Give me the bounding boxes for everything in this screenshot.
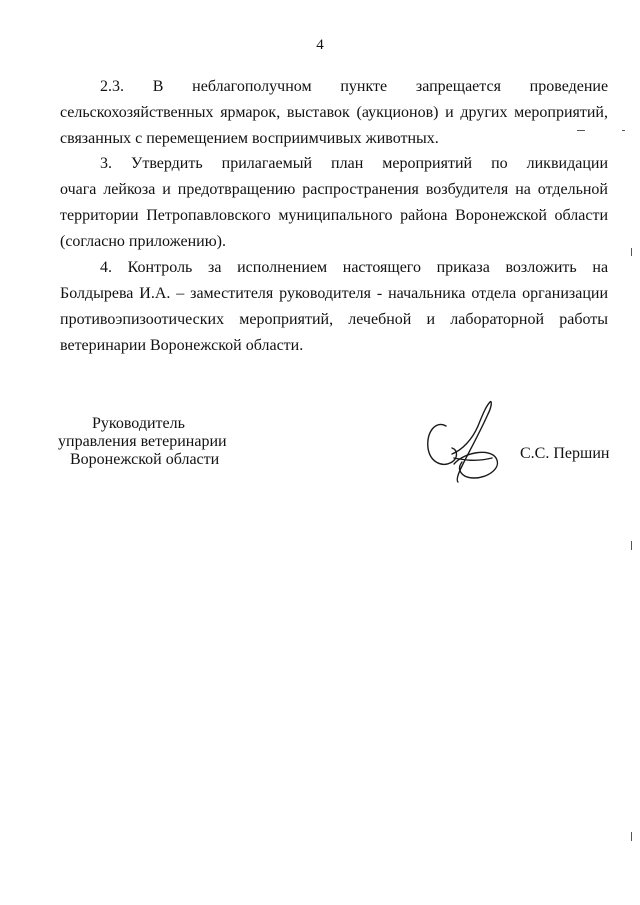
paragraph-4-line-2: Болдырева И.А. – заместителя руководителя - начальника отдела организации [60, 285, 608, 302]
scan-artifact [631, 541, 632, 550]
p4-word: настоящего [342, 259, 421, 276]
scan-artifact [577, 130, 585, 131]
p23-word: 2.3. [100, 78, 124, 95]
paragraph-2-3-line-2: сельскохозяйственных ярмарок, выставок (аукционов) и других мероприятий, [60, 104, 608, 121]
p23-word: запрещается [415, 78, 501, 95]
p4-word: Контроль [127, 259, 193, 276]
page-number: 4 [316, 37, 324, 53]
p4-word: за [208, 259, 222, 276]
paragraph-2-3-line-3: связанных с перемещением восприимчивых животных. [60, 130, 439, 147]
paragraph-4-line-3: противоэпизоотических мероприятий, лечебной и лабораторной работы [60, 311, 608, 328]
p23-word: неблагополучном [192, 78, 312, 95]
paragraph-3-line-3: территории Петропавловского муниципального района Воронежской области [60, 207, 608, 224]
paragraph-4-line-1 [100, 258, 608, 278]
signatory-title-line-1: Руководитель [92, 415, 185, 432]
paragraph-2-3-line-1 [100, 77, 608, 97]
paragraph-3-line-2: очага лейкоза и предотвращению распространения возбудителя на отдельной [60, 181, 608, 198]
p4-word: 4. [100, 259, 112, 276]
signatory-title-line-3: Воронежской области [70, 451, 220, 468]
scan-artifact [631, 832, 632, 841]
signatory-title-line-2: управления ветеринарии [58, 433, 227, 450]
scan-artifact [631, 248, 632, 256]
p23-word: пункте [340, 78, 388, 95]
scan-artifact [622, 130, 625, 131]
handwritten-signature [418, 398, 518, 486]
p23-word: В [152, 78, 164, 95]
p4-word: на [592, 259, 608, 276]
p4-word: исполнением [237, 259, 328, 276]
p23-word: проведение [529, 78, 608, 95]
p4-word: возложить [505, 259, 577, 276]
paragraph-3-line-4: (согласно приложению). [60, 233, 226, 250]
signatory-name: С.С. Першин [520, 445, 610, 462]
p4-word: приказа [436, 259, 490, 276]
paragraph-4-line-4: ветеринарии Воронежской области. [60, 337, 304, 354]
paragraph-3-line-1: 3. Утвердить прилагаемый план мероприятий по ликвидации [100, 155, 608, 172]
